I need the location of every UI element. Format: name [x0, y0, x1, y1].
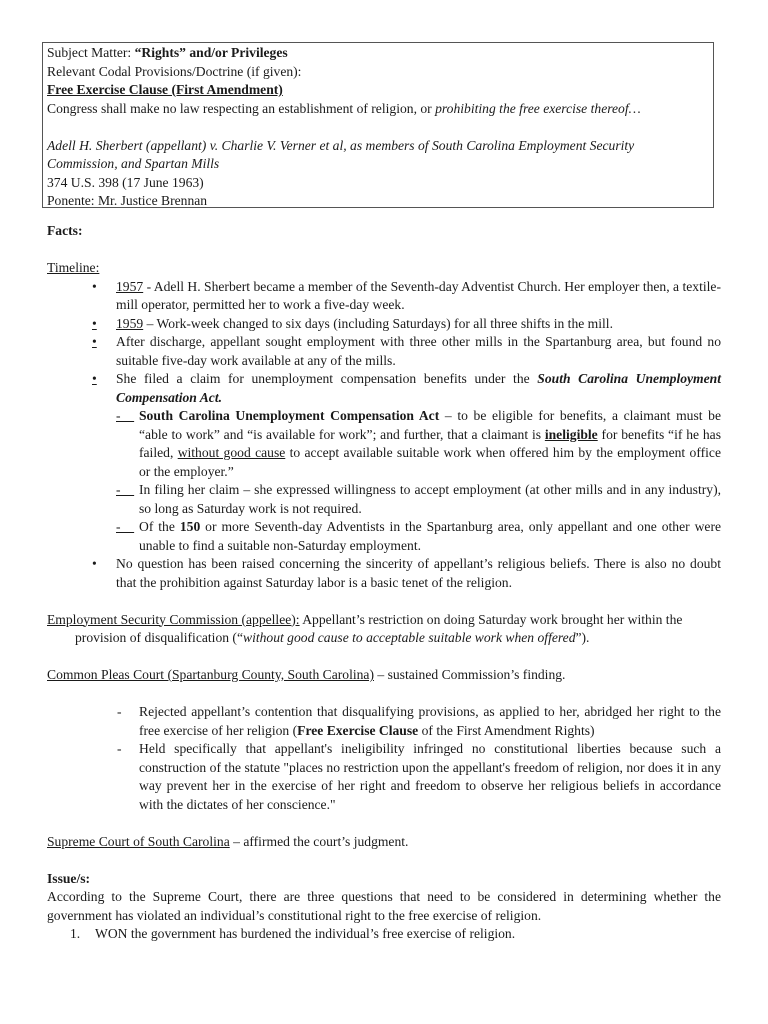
cpc-item-1	[47, 703, 721, 740]
dash-icon: -	[117, 704, 122, 719]
ponente: Ponente: Mr. Justice Brennan	[47, 193, 208, 208]
spacer	[47, 851, 721, 870]
act-text: – to be eligible for benefits, a claimant must be “able to work” and “is available for work”; and further, that a claimant is	[139, 408, 721, 442]
dash-icon: -	[116, 519, 135, 534]
bullet-text: No question has been raised concerning the sincerity of appellant’s religious beliefs. There is also no doubt that the prohibition against Saturday labor is a basic tenet of the religion.	[116, 556, 721, 590]
number-150: 150	[179, 519, 201, 534]
quote-plain: Congress shall make no law respecting an establishment of religion, or	[47, 100, 436, 116]
citation: 374 U.S. 398 (17 June 1963)	[47, 174, 204, 190]
act-bold: South Carolina Unemployment Compensation Act	[139, 408, 440, 423]
quote-line	[47, 100, 709, 119]
issue-number: 1.	[70, 926, 81, 941]
sub-item-act	[47, 407, 721, 481]
dash-icon: -	[117, 741, 122, 756]
bullet-text: After discharge, appellant sought employment with three other mills in the Spartanburg area, but found no suitable five-day work available at any of the mills.	[116, 334, 721, 368]
esc-paragraph	[47, 611, 721, 630]
issues-heading: Issue/s:	[47, 870, 91, 886]
cpc-item-text: Held specifically that appellant's ineligibility infringed no constitutional liberties because such a construction of the statute "places no restriction upon the appellant's freedom of religion, nor does it in any way prevent her in the exercise of her right and freedom to observe her religious beliefs in accordance with the dictates of her conscience."	[139, 741, 721, 812]
scsc-label: Supreme Court of South Carolina	[47, 833, 230, 849]
issue-item-1	[47, 925, 721, 944]
cpc-text: – sustained Commission’s finding.	[374, 667, 566, 682]
of-the: Of the	[139, 519, 180, 534]
bullet-text: - Adell H. Sherbert became a member of the Seventh-day Adventist Church. Her employer then, a textile-mill operator, permitted her to work a five-day week.	[116, 278, 721, 312]
bullet-1959	[47, 315, 721, 334]
act-name: South Carolina Unemployment Compensation Act.	[116, 371, 721, 405]
sub-item-filing	[47, 481, 721, 518]
cpc-item-2	[47, 740, 721, 814]
esc-text: ”).	[575, 630, 590, 645]
quote-italic: prohibiting the free exercise thereof…	[435, 100, 641, 116]
cpc-item-text: of the First Amendment Rights)	[418, 722, 595, 738]
facts-heading: Facts:	[47, 223, 83, 238]
timeline-label: Timeline:	[47, 260, 100, 275]
spacer	[47, 592, 721, 611]
cpc-label: Common Pleas Court (Spartanburg County, South Carolina)	[47, 667, 374, 682]
cpc-paragraph	[47, 666, 721, 685]
case-header-box	[42, 42, 714, 208]
document-body	[47, 222, 721, 944]
spacer	[47, 241, 721, 260]
esc-text: Appellant’s restriction on doing Saturday work brought her within the	[299, 611, 683, 627]
case-title-2: Commission, and Spartan Mills	[47, 156, 220, 171]
scsc-text: – affirmed the court’s judgment.	[229, 833, 409, 849]
bullet-icon: •	[92, 278, 97, 294]
clause-line: Free Exercise Clause (First Amendment)	[47, 82, 283, 97]
bullet-icon: •	[92, 315, 97, 331]
year-1957: 1957	[116, 278, 144, 294]
scsc-paragraph	[47, 833, 721, 852]
year-1959: 1959	[116, 315, 144, 331]
esc-paragraph-cont	[47, 629, 721, 648]
esc-quote: without good cause to acceptable suitable work when offered	[243, 630, 576, 645]
bullet-discharge	[47, 333, 721, 370]
dash-icon: -	[116, 482, 135, 497]
bullet-claim	[47, 370, 721, 407]
issue-text: WON the government has burdened the individual’s free exercise of religion.	[95, 926, 516, 941]
act-text: to accept available suitable work when offered him by the employment office or the employer.”	[139, 445, 721, 479]
cpc-item-text: Rejected appellant’s contention that disqualifying provisions, as applied to her, abridged her right to the free exercise of her religion (	[139, 704, 721, 738]
bullet-icon: •	[92, 556, 97, 571]
codal-line: Relevant Codal Provisions/Doctrine (if given):	[47, 63, 302, 79]
dash-icon: -	[116, 408, 135, 423]
bullet-icon: •	[92, 371, 97, 386]
ineligible: ineligible	[544, 426, 598, 442]
filing-text: In filing her claim – she expressed willingness to accept employment (at other mills and in any industry), so long as Saturday work is not required.	[139, 482, 721, 516]
issues-intro: According to the Supreme Court, there are three questions that need to be considered in determining whether the government has violated an individual’s constitutional right to the free exercise of religion.	[47, 889, 721, 923]
bullet-1957	[47, 278, 721, 315]
sub-item-150	[47, 518, 721, 555]
case-title-1: Adell H. Sherbert (appellant) v. Charlie V. Verner et al, as members of South Carolina Employment Security	[47, 137, 635, 153]
of-rest: or more Seventh-day Adventists in the Spartanburg area, only appellant and one other were unable to find a suitable non-Saturday employment.	[139, 519, 722, 553]
spacer	[47, 648, 721, 667]
act-text: for benefits “if he has failed,	[139, 426, 721, 460]
esc-text: provision of disqualification (“	[75, 630, 243, 645]
bullet-text: – Work-week changed to six days (including Saturdays) for all three shifts in the mill.	[143, 315, 613, 331]
subject-value: “Rights” and/or Privileges	[134, 45, 288, 60]
esc-label: Employment Security Commission (appellee):	[47, 611, 300, 627]
bullet-text: She filed a claim for unemployment compensation benefits under the	[116, 371, 538, 386]
spacer	[47, 118, 709, 137]
subject-matter-line	[47, 44, 709, 63]
bullet-sincerity	[47, 555, 721, 592]
spacer	[47, 685, 721, 704]
free-exercise-clause: Free Exercise Clause	[297, 722, 419, 738]
bullet-icon: •	[92, 334, 97, 349]
spacer	[47, 814, 721, 833]
subject-label: Subject Matter:	[47, 45, 135, 60]
without-good-cause: without good cause	[177, 445, 286, 460]
